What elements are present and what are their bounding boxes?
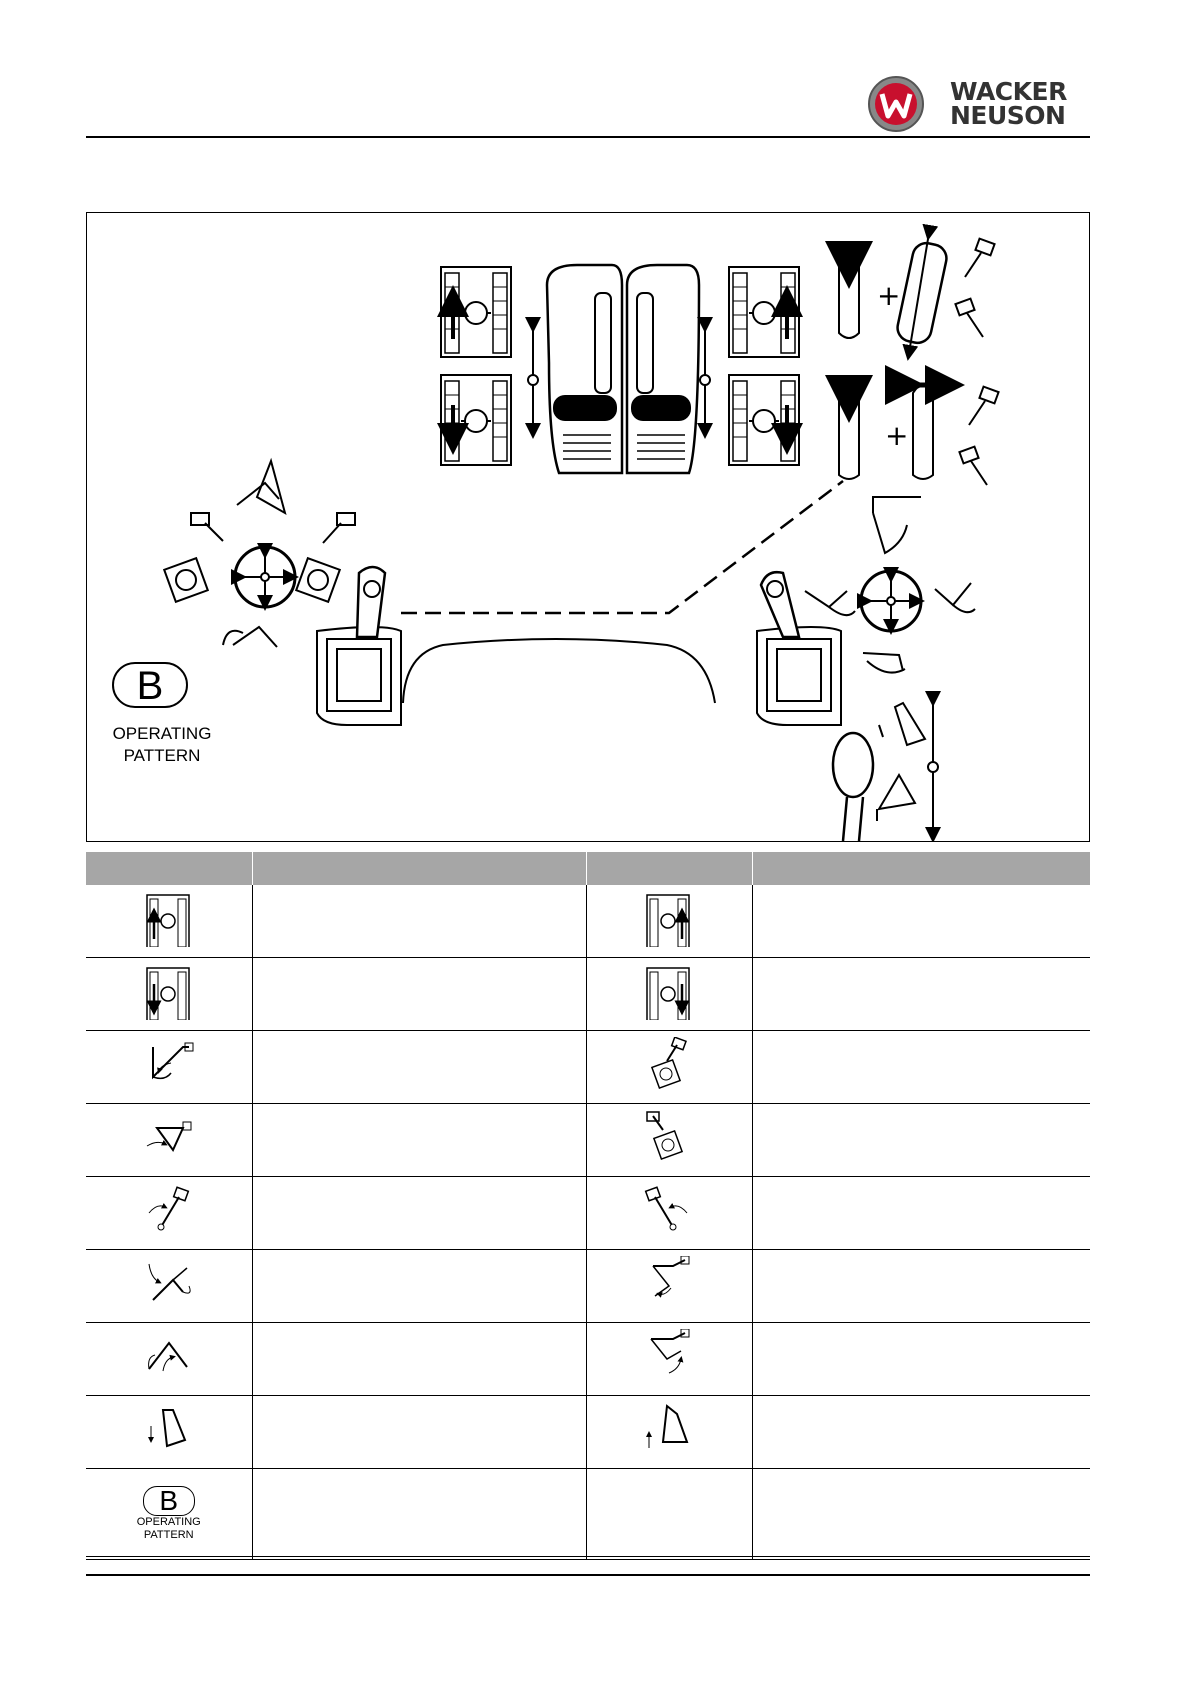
pattern-caption xyxy=(97,723,227,767)
description-cell xyxy=(752,958,1090,1031)
table-row xyxy=(86,1031,1090,1104)
icon-cell xyxy=(86,885,252,958)
table-row xyxy=(86,1469,1090,1560)
header-cell xyxy=(252,852,586,885)
operating-pattern-badge xyxy=(113,663,187,708)
icon-cell xyxy=(586,1323,752,1396)
track-right-forward-icon xyxy=(643,891,695,947)
description-cell xyxy=(252,1104,586,1177)
slew-right-icon xyxy=(643,1037,695,1093)
legend-body xyxy=(86,885,1090,1560)
description-cell xyxy=(752,1031,1090,1104)
icon-cell xyxy=(586,885,752,958)
table-row xyxy=(86,1104,1090,1177)
pattern-letter: B xyxy=(136,664,164,708)
wacker-neuson-emblem-icon xyxy=(866,74,926,134)
travel-pedals-icon xyxy=(547,265,699,473)
pattern-caption-line2: PATTERN xyxy=(123,746,201,765)
description-cell xyxy=(752,885,1090,958)
stick-in-icon xyxy=(143,1329,195,1385)
description-cell xyxy=(252,1250,586,1323)
operating-pattern-figure xyxy=(86,212,1090,842)
table-header-row xyxy=(86,852,1090,885)
boom-lower-icon xyxy=(643,1256,695,1312)
footer-rule xyxy=(86,1574,1090,1576)
table-row xyxy=(86,958,1090,1031)
track-left-forward-icon xyxy=(441,267,511,357)
description-cell xyxy=(752,1396,1090,1469)
left-joystick-pattern xyxy=(164,461,355,647)
icon-cell xyxy=(86,1031,252,1104)
description-cell xyxy=(752,1250,1090,1323)
table-row xyxy=(86,1177,1090,1250)
icon-cell xyxy=(586,958,752,1031)
icon-cell xyxy=(586,1031,752,1104)
icon-cell xyxy=(86,1250,252,1323)
icon-cell xyxy=(86,1396,252,1469)
icon-cell xyxy=(586,1469,752,1560)
track-right-reverse-icon xyxy=(729,375,799,465)
description-cell xyxy=(252,958,586,1031)
joystick-button-icon xyxy=(839,233,999,485)
control-diagram xyxy=(87,213,1089,841)
track-left-reverse-icon xyxy=(441,375,511,465)
description-cell xyxy=(252,1396,586,1469)
icon-cell xyxy=(86,1469,252,1560)
table-row xyxy=(86,1323,1090,1396)
bucket-curl-icon xyxy=(143,1037,195,1093)
cab-outline xyxy=(317,481,843,725)
mini-pattern-letter: B xyxy=(143,1486,195,1516)
brand-line2: NEUSON xyxy=(950,101,1066,130)
track-left-reverse-icon xyxy=(143,964,195,1020)
track-right-forward-icon xyxy=(729,267,799,357)
icon-cell xyxy=(86,1323,252,1396)
svg-text:+: + xyxy=(877,279,901,312)
description-cell xyxy=(752,1323,1090,1396)
slew-left-icon xyxy=(643,1110,695,1166)
header-cell xyxy=(86,852,252,885)
header-cell xyxy=(586,852,752,885)
table-row xyxy=(86,885,1090,958)
description-cell xyxy=(252,1031,586,1104)
icon-cell xyxy=(586,1177,752,1250)
header-cell xyxy=(752,852,1090,885)
mini-pattern-line1: OPERATING xyxy=(136,1515,201,1528)
table-bottom-rule xyxy=(86,1556,1090,1557)
track-right-reverse-icon xyxy=(643,964,695,1020)
icon-cell xyxy=(86,1177,252,1250)
description-cell xyxy=(752,1104,1090,1177)
svg-text:+: + xyxy=(885,419,909,452)
icon-cell xyxy=(586,1104,752,1177)
track-left-forward-icon xyxy=(143,891,195,947)
header-rule xyxy=(86,136,1090,138)
brand-line1: WACKER xyxy=(950,77,1067,106)
description-cell xyxy=(752,1469,1090,1560)
mini-pattern-line2: PATTERN xyxy=(143,1528,194,1541)
description-cell xyxy=(752,1177,1090,1250)
icon-cell xyxy=(86,958,252,1031)
operating-pattern-icon xyxy=(137,1486,201,1542)
boom-raise-icon xyxy=(643,1329,695,1385)
icon-cell xyxy=(586,1250,752,1323)
boom-swing-right-icon xyxy=(143,1183,195,1239)
pattern-caption-line1: OPERATING xyxy=(112,724,212,743)
description-cell xyxy=(252,1177,586,1250)
legend-table xyxy=(86,852,1090,1560)
description-cell xyxy=(252,885,586,958)
table-row xyxy=(86,1250,1090,1323)
brand-wordmark xyxy=(950,77,1067,130)
icon-cell xyxy=(86,1104,252,1177)
boom-swing-left-icon xyxy=(643,1183,695,1239)
stick-out-icon xyxy=(143,1256,195,1312)
description-cell xyxy=(252,1469,586,1560)
blade-lower-icon xyxy=(143,1402,195,1458)
blade-raise-icon xyxy=(643,1402,695,1458)
bucket-dump-icon xyxy=(143,1110,195,1166)
icon-cell xyxy=(586,1396,752,1469)
description-cell xyxy=(252,1323,586,1396)
table-row xyxy=(86,1396,1090,1469)
